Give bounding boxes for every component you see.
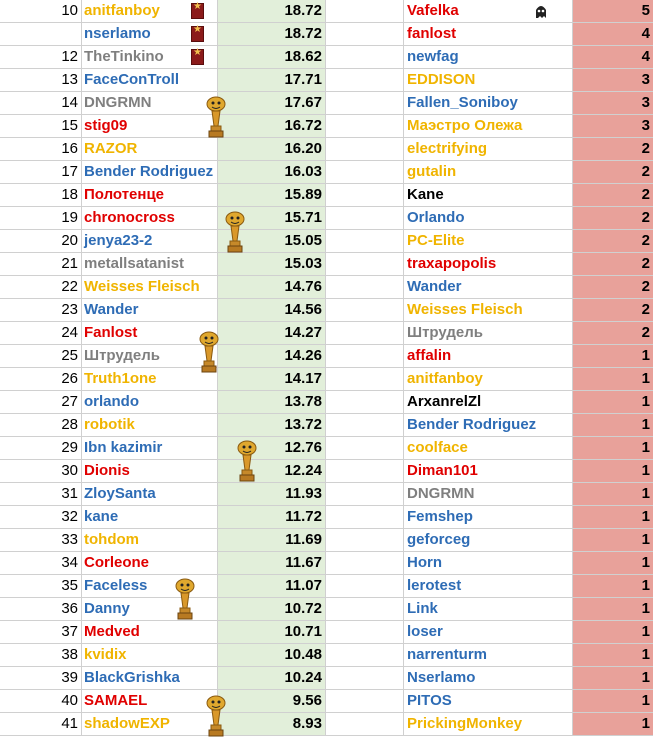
score-cell[interactable]: 14.26	[218, 345, 326, 368]
score-cell[interactable]: 15.03	[218, 253, 326, 276]
rank-cell[interactable]: 33	[0, 529, 82, 552]
player-name-cell[interactable]: Weisses Fleisch	[404, 299, 573, 322]
table-row	[0, 299, 653, 322]
table-row	[0, 506, 653, 529]
score-cell[interactable]: 10.48	[218, 644, 326, 667]
empty-cell[interactable]	[326, 644, 404, 667]
score-cell[interactable]: 12.76	[218, 437, 326, 460]
player-name-cell[interactable]: BlackGrishka	[82, 667, 218, 690]
rank-cell[interactable]: 34	[0, 552, 82, 575]
rank-cell[interactable]: 10	[0, 0, 82, 23]
count-cell[interactable]: 3	[573, 115, 653, 138]
player-name-cell[interactable]: ZloySanta	[82, 483, 218, 506]
rank-badge-icon	[191, 3, 204, 19]
player-name-cell[interactable]: ArxanrelZl	[404, 391, 573, 414]
empty-cell[interactable]	[326, 483, 404, 506]
player-name-cell[interactable]: Weisses Fleisch	[82, 276, 218, 299]
table-row	[0, 483, 653, 506]
count-cell[interactable]: 2	[573, 161, 653, 184]
empty-cell[interactable]	[326, 69, 404, 92]
player-name-cell[interactable]: Orlando	[404, 207, 573, 230]
count-cell[interactable]: 3	[573, 92, 653, 115]
table-row	[0, 207, 653, 230]
rank-cell[interactable]: 26	[0, 368, 82, 391]
count-cell[interactable]: 1	[573, 644, 653, 667]
empty-cell[interactable]	[326, 0, 404, 23]
rank-cell[interactable]: 16	[0, 138, 82, 161]
table-row	[0, 667, 653, 690]
table-row	[0, 161, 653, 184]
rank-cell[interactable]	[0, 23, 82, 46]
count-cell[interactable]: 2	[573, 230, 653, 253]
table-row	[0, 0, 653, 23]
table-row	[0, 598, 653, 621]
score-cell[interactable]: 18.72	[218, 23, 326, 46]
player-name-cell[interactable]: anitfanboy	[82, 0, 218, 23]
score-cell[interactable]: 11.72	[218, 506, 326, 529]
empty-cell[interactable]	[326, 713, 404, 736]
count-cell[interactable]: 1	[573, 437, 653, 460]
player-name-cell[interactable]: Danny	[82, 598, 218, 621]
player-name-cell[interactable]: fanlost	[404, 23, 573, 46]
empty-cell[interactable]	[326, 161, 404, 184]
player-name-cell[interactable]: Kane	[404, 184, 573, 207]
player-name-cell[interactable]: Fanlost	[82, 322, 218, 345]
rank-badge-icon	[191, 26, 204, 42]
table-row	[0, 414, 653, 437]
score-cell[interactable]: 17.67	[218, 92, 326, 115]
player-name-cell[interactable]: Wander	[82, 299, 218, 322]
empty-cell[interactable]	[326, 299, 404, 322]
table-row	[0, 621, 653, 644]
trophy-cup-icon	[203, 96, 229, 140]
table-row	[0, 92, 653, 115]
player-name-cell[interactable]: traxapopolis	[404, 253, 573, 276]
empty-cell[interactable]	[326, 575, 404, 598]
rank-cell[interactable]: 27	[0, 391, 82, 414]
count-cell[interactable]: 1	[573, 368, 653, 391]
empty-cell[interactable]	[326, 414, 404, 437]
player-name-cell[interactable]: shadowEXP	[82, 713, 218, 736]
count-cell[interactable]: 1	[573, 621, 653, 644]
rank-cell[interactable]: 36	[0, 598, 82, 621]
player-name-cell[interactable]: Nserlamo	[404, 667, 573, 690]
count-cell[interactable]: 2	[573, 184, 653, 207]
score-cell[interactable]: 10.71	[218, 621, 326, 644]
player-name-cell[interactable]: Штрудель	[404, 322, 573, 345]
count-cell[interactable]: 2	[573, 322, 653, 345]
empty-cell[interactable]	[326, 345, 404, 368]
table-row	[0, 115, 653, 138]
player-name-cell[interactable]: loser	[404, 621, 573, 644]
count-cell[interactable]: 1	[573, 667, 653, 690]
score-cell[interactable]: 15.89	[218, 184, 326, 207]
count-cell[interactable]: 1	[573, 598, 653, 621]
ghost-icon	[534, 4, 548, 20]
count-cell[interactable]: 2	[573, 138, 653, 161]
player-name-cell[interactable]: chronocross	[82, 207, 218, 230]
table-row	[0, 253, 653, 276]
rank-cell[interactable]: 41	[0, 713, 82, 736]
player-name-cell[interactable]: lerotest	[404, 575, 573, 598]
score-cell[interactable]: 18.62	[218, 46, 326, 69]
score-cell[interactable]: 15.05	[218, 230, 326, 253]
table-row	[0, 575, 653, 598]
empty-cell[interactable]	[326, 207, 404, 230]
rank-cell[interactable]: 37	[0, 621, 82, 644]
count-cell[interactable]: 4	[573, 46, 653, 69]
player-name-cell[interactable]: Bender Rodriguez	[82, 161, 218, 184]
player-name-cell[interactable]: Medved	[82, 621, 218, 644]
table-row	[0, 184, 653, 207]
score-cell[interactable]: 14.76	[218, 276, 326, 299]
count-cell[interactable]: 1	[573, 414, 653, 437]
rank-cell[interactable]: 40	[0, 690, 82, 713]
count-cell[interactable]: 1	[573, 529, 653, 552]
table-row	[0, 437, 653, 460]
player-name-cell[interactable]: Horn	[404, 552, 573, 575]
player-name-cell[interactable]: metallsatanist	[82, 253, 218, 276]
empty-cell[interactable]	[326, 230, 404, 253]
score-cell[interactable]: 14.17	[218, 368, 326, 391]
score-cell[interactable]: 11.69	[218, 529, 326, 552]
player-name-cell[interactable]: affalin	[404, 345, 573, 368]
empty-cell[interactable]	[326, 368, 404, 391]
rank-cell[interactable]: 23	[0, 299, 82, 322]
score-cell[interactable]: 15.71	[218, 207, 326, 230]
table-row	[0, 460, 653, 483]
player-name-cell[interactable]: Faceless	[82, 575, 218, 598]
table-row	[0, 529, 653, 552]
empty-cell[interactable]	[326, 322, 404, 345]
score-cell[interactable]: 16.03	[218, 161, 326, 184]
rank-cell[interactable]: 25	[0, 345, 82, 368]
table-row	[0, 23, 653, 46]
player-name-cell[interactable]: Dionis	[82, 460, 218, 483]
empty-cell[interactable]	[326, 552, 404, 575]
count-cell[interactable]: 3	[573, 69, 653, 92]
empty-cell[interactable]	[326, 506, 404, 529]
rank-badge-icon	[191, 49, 204, 65]
empty-cell[interactable]	[326, 690, 404, 713]
count-cell[interactable]: 1	[573, 552, 653, 575]
score-cell[interactable]: 12.24	[218, 460, 326, 483]
empty-cell[interactable]	[326, 92, 404, 115]
score-cell[interactable]: 9.56	[218, 690, 326, 713]
rank-cell[interactable]: 18	[0, 184, 82, 207]
score-cell[interactable]: 11.07	[218, 575, 326, 598]
score-cell[interactable]: 13.78	[218, 391, 326, 414]
empty-cell[interactable]	[326, 667, 404, 690]
empty-cell[interactable]	[326, 621, 404, 644]
score-cell[interactable]: 8.93	[218, 713, 326, 736]
player-name-cell[interactable]: newfag	[404, 46, 573, 69]
score-cell[interactable]: 16.20	[218, 138, 326, 161]
empty-cell[interactable]	[326, 529, 404, 552]
trophy-cup-icon	[196, 331, 222, 375]
score-cell[interactable]: 13.72	[218, 414, 326, 437]
rank-cell[interactable]: 15	[0, 115, 82, 138]
player-name-cell[interactable]: Штрудель	[82, 345, 218, 368]
rank-cell[interactable]: 20	[0, 230, 82, 253]
rank-cell[interactable]: 12	[0, 46, 82, 69]
player-name-cell[interactable]: Маэстро Олежа	[404, 115, 573, 138]
player-name-cell[interactable]: jenya23-2	[82, 230, 218, 253]
rank-cell[interactable]: 22	[0, 276, 82, 299]
player-name-cell[interactable]: Полотенце	[82, 184, 218, 207]
table-row	[0, 322, 653, 345]
rank-cell[interactable]: 35	[0, 575, 82, 598]
table-row	[0, 368, 653, 391]
score-cell[interactable]: 17.71	[218, 69, 326, 92]
count-cell[interactable]: 1	[573, 460, 653, 483]
empty-cell[interactable]	[326, 276, 404, 299]
rank-cell[interactable]: 17	[0, 161, 82, 184]
player-name-cell[interactable]: tohdom	[82, 529, 218, 552]
table-row	[0, 713, 653, 736]
rank-cell[interactable]: 24	[0, 322, 82, 345]
count-cell[interactable]: 2	[573, 253, 653, 276]
player-name-cell[interactable]: Wander	[404, 276, 573, 299]
trophy-cup-icon	[234, 440, 260, 484]
count-cell[interactable]: 5	[573, 0, 653, 23]
table-row	[0, 46, 653, 69]
rank-cell[interactable]: 32	[0, 506, 82, 529]
score-cell[interactable]: 10.24	[218, 667, 326, 690]
score-cell[interactable]: 18.72	[218, 0, 326, 23]
player-name-cell[interactable]: DNGRMN	[82, 92, 218, 115]
empty-cell[interactable]	[326, 437, 404, 460]
player-name-cell[interactable]: FaceConTroll	[82, 69, 218, 92]
rank-cell[interactable]: 21	[0, 253, 82, 276]
rank-cell[interactable]: 31	[0, 483, 82, 506]
player-name-cell[interactable]: SAMAEL	[82, 690, 218, 713]
player-name-cell[interactable]: PC-Elite	[404, 230, 573, 253]
player-name-cell[interactable]: Corleone	[82, 552, 218, 575]
table-row	[0, 391, 653, 414]
player-name-cell[interactable]: EDDISON	[404, 69, 573, 92]
table-row	[0, 276, 653, 299]
table-row	[0, 138, 653, 161]
count-cell[interactable]: 2	[573, 299, 653, 322]
player-name-cell[interactable]: nserlamo	[82, 23, 218, 46]
player-name-cell[interactable]: Link	[404, 598, 573, 621]
rank-cell[interactable]: 19	[0, 207, 82, 230]
count-cell[interactable]: 2	[573, 276, 653, 299]
player-name-cell[interactable]: DNGRMN	[404, 483, 573, 506]
player-name-cell[interactable]: kvidix	[82, 644, 218, 667]
player-name-cell[interactable]: Bender Rodriguez	[404, 414, 573, 437]
player-name-cell[interactable]: anitfanboy	[404, 368, 573, 391]
table-row	[0, 69, 653, 92]
table-row	[0, 345, 653, 368]
trophy-cup-icon	[222, 211, 248, 255]
table-row	[0, 690, 653, 713]
rank-cell[interactable]: 14	[0, 92, 82, 115]
score-cell[interactable]: 10.72	[218, 598, 326, 621]
count-cell[interactable]: 4	[573, 23, 653, 46]
table-row	[0, 230, 653, 253]
player-name-cell[interactable]: Femshep	[404, 506, 573, 529]
player-name-cell[interactable]: stig09	[82, 115, 218, 138]
player-name-cell[interactable]: Ibn kazimir	[82, 437, 218, 460]
player-name-cell[interactable]: orlando	[82, 391, 218, 414]
empty-cell[interactable]	[326, 598, 404, 621]
trophy-cup-icon	[203, 695, 229, 739]
empty-cell[interactable]	[326, 115, 404, 138]
player-name-cell[interactable]: TheTinkino	[82, 46, 218, 69]
empty-cell[interactable]	[326, 184, 404, 207]
player-name-cell[interactable]: coolface	[404, 437, 573, 460]
table-row	[0, 644, 653, 667]
count-cell[interactable]: 2	[573, 207, 653, 230]
count-cell[interactable]: 1	[573, 575, 653, 598]
player-name-cell[interactable]: Diman101	[404, 460, 573, 483]
count-cell[interactable]: 1	[573, 690, 653, 713]
player-name-cell[interactable]: Truth1one	[82, 368, 218, 391]
rank-cell[interactable]: 38	[0, 644, 82, 667]
player-name-cell[interactable]: Fallen_Soniboy	[404, 92, 573, 115]
player-name-cell[interactable]: gutalin	[404, 161, 573, 184]
rank-cell[interactable]: 30	[0, 460, 82, 483]
rank-cell[interactable]: 13	[0, 69, 82, 92]
count-cell[interactable]: 1	[573, 506, 653, 529]
count-cell[interactable]: 1	[573, 713, 653, 736]
score-cell[interactable]: 11.93	[218, 483, 326, 506]
player-name-cell[interactable]: PITOS	[404, 690, 573, 713]
player-name-cell[interactable]: narrenturm	[404, 644, 573, 667]
score-cell[interactable]: 11.67	[218, 552, 326, 575]
player-name-cell[interactable]: robotik	[82, 414, 218, 437]
rank-cell[interactable]: 29	[0, 437, 82, 460]
empty-cell[interactable]	[326, 23, 404, 46]
count-cell[interactable]: 1	[573, 483, 653, 506]
empty-cell[interactable]	[326, 460, 404, 483]
score-cell[interactable]: 16.72	[218, 115, 326, 138]
score-cell[interactable]: 14.27	[218, 322, 326, 345]
player-name-cell[interactable]: geforceg	[404, 529, 573, 552]
player-name-cell[interactable]: PrickingMonkey	[404, 713, 573, 736]
empty-cell[interactable]	[326, 253, 404, 276]
player-name-cell[interactable]: RAZOR	[82, 138, 218, 161]
player-name-cell[interactable]: Vafelka	[404, 0, 573, 23]
table-row	[0, 552, 653, 575]
rank-cell[interactable]: 39	[0, 667, 82, 690]
count-cell[interactable]: 1	[573, 391, 653, 414]
player-name-cell[interactable]: electrifying	[404, 138, 573, 161]
player-name-cell[interactable]: kane	[82, 506, 218, 529]
empty-cell[interactable]	[326, 46, 404, 69]
trophy-cup-icon	[172, 578, 198, 622]
empty-cell[interactable]	[326, 138, 404, 161]
rank-cell[interactable]: 28	[0, 414, 82, 437]
count-cell[interactable]: 1	[573, 345, 653, 368]
empty-cell[interactable]	[326, 391, 404, 414]
score-cell[interactable]: 14.56	[218, 299, 326, 322]
